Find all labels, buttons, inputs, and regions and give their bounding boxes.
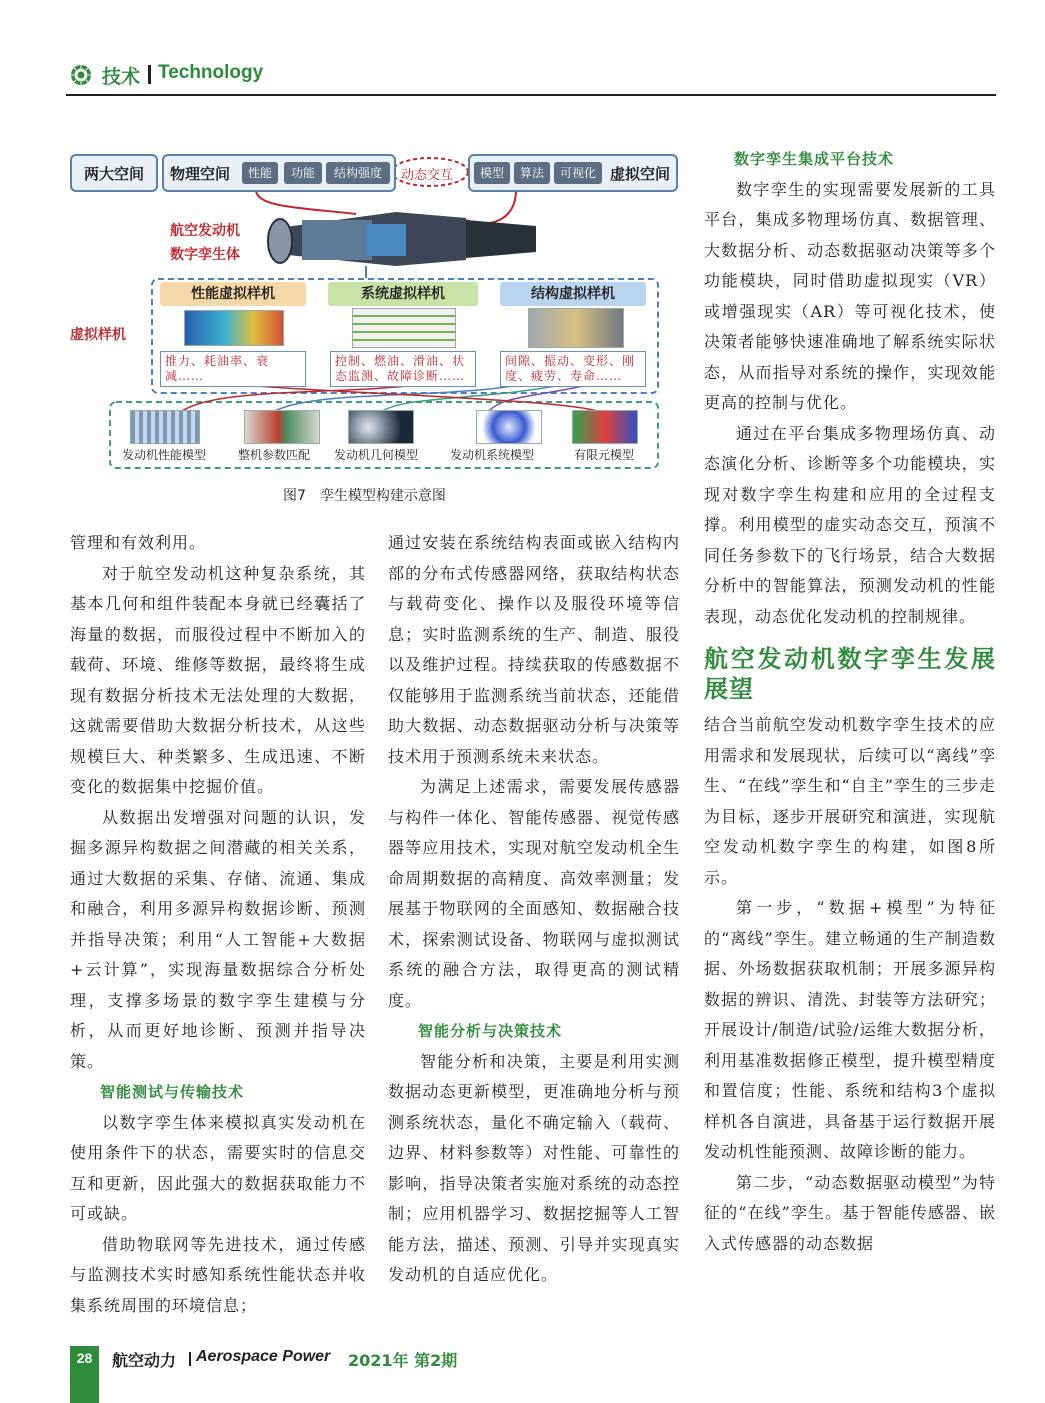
model-thumbnail-system bbox=[476, 410, 542, 444]
prototype-desc-performance: 推力、耗油率、衰减…… bbox=[160, 351, 306, 387]
prototype-desc-system: 控制、燃油、滑油、状态监测、故障诊断…… bbox=[330, 351, 476, 387]
paragraph: 从数据出发增强对问题的认识，发掘多源异构数据之间潜藏的相关关系，通过大数据的采集、存储、流通、集成和融合，利用多源异构数据诊断、预测并指导决策；利用“人工智能+大数据+云计算”，实现海量数据综合分析处理，支撑多场景的数字孪生建模与分析，从而更好地诊断、预测并指导决策。 bbox=[70, 807, 366, 1071]
page-number: 28 bbox=[76, 1350, 93, 1366]
text-column-1 bbox=[70, 528, 366, 1321]
paragraph: 管理和有效利用。 bbox=[70, 533, 207, 552]
model-label: 发动机性能模型 bbox=[122, 448, 207, 462]
paragraph: 结合当前航空发动机数字孪生技术的应用需求和发展现状，后续可以“离线”孪生、“在线”孪生和“自主”孪生的三步走为目标，逐步开展研究和演进，实现航空发动机数字孪生的构建，如图8所示。 bbox=[704, 715, 996, 887]
section-title-cn: 技术 bbox=[102, 66, 141, 88]
twin-label-line2: 数字孪生体 bbox=[170, 247, 240, 263]
model-label: 发动机几何模型 bbox=[334, 448, 419, 462]
dynamic-interaction-label: 动态交互 bbox=[401, 168, 454, 183]
twin-label-line1: 航空发动机 bbox=[170, 223, 240, 239]
virtual-space-label: 虚拟空间 bbox=[610, 165, 671, 183]
virtual-prototype-label: 虚拟样机 bbox=[70, 327, 126, 343]
prototype-title-performance: 性能虚拟样机 bbox=[160, 282, 306, 306]
paragraph: 通过安装在系统结构表面或嵌入结构内部的分布式传感器网络，获取结构状态与载荷变化、操作以及服役环境等信息；实时监测系统的生产、制造、服役以及维护过程。持续获取的传感数据不仅能够用于监测系统当前状态，还能借助大数据、动态数据驱动分析与决策等技术用于预测系统未来状态。 bbox=[388, 533, 680, 766]
paragraph: 对于航空发动机这种复杂系统，其基本几何和组件装配本身就已经囊括了海量的数据，而服役过程中不断加入的载荷、环境、维修等数据，最终将生成现有数据分析技术无法处理的大数据，这就需要借助大数据分析技术，从这些规模巨大、种类繁多、生成迅速、不断变化的数据集中挖掘价值。 bbox=[70, 563, 366, 796]
footer-divider bbox=[189, 1352, 191, 1366]
prototype-title-system: 系统虚拟样机 bbox=[328, 282, 478, 306]
model-thumbnail-matching bbox=[244, 410, 320, 444]
text-column-2 bbox=[388, 528, 680, 1291]
virtual-item: 可视化 bbox=[554, 162, 602, 184]
paragraph: 数字孪生的实现需要发展新的工具平台，集成多物理场仿真、数据管理、大数据分析、动态数据驱动决策等多个功能模块，同时借助虚拟现实（VR）或增强现实（AR）等可视化技术，使决策者能够快速准确地了解系统实际状态，从而指导对系统的操作，实现效能更高的控制与优化。 bbox=[704, 179, 996, 412]
paragraph: 为满足上述需求，需要发展传感器与构件一体化、智能传感器、视觉传感器等应用技术，实现对航空发动机全生命周期数据的高精度、高效率测量；发展基于物联网的全面感知、数据融合技术，探索测试设备、物联网与虚拟测试系统的融合方法，取得更高的测试精度。 bbox=[388, 777, 680, 1010]
structure-prototype-image bbox=[528, 308, 624, 348]
physical-item: 性能 bbox=[242, 162, 278, 184]
model-thumbnail-geometry bbox=[348, 410, 414, 444]
section-heading: 航空发动机数字孪生发展展望 bbox=[704, 645, 996, 703]
two-spaces-label: 两大空间 bbox=[84, 165, 145, 183]
journal-logo-icon bbox=[70, 64, 92, 86]
model-label: 有限元模型 bbox=[574, 448, 635, 462]
performance-prototype-image bbox=[184, 310, 284, 346]
figure-caption: 图7 孪生模型构建示意图 bbox=[283, 488, 446, 504]
text-column-3 bbox=[704, 144, 996, 1259]
subheading: 智能分析与决策技术 bbox=[418, 1022, 563, 1040]
journal-name-en: Aerospace Power bbox=[196, 1348, 331, 1365]
model-label: 整机参数匹配 bbox=[238, 448, 311, 462]
section-title-en: Technology bbox=[158, 62, 264, 83]
paragraph: 借助物联网等先进技术，通过传感与监测技术实时感知系统性能状态并收集系统周围的环境信息； bbox=[70, 1234, 366, 1315]
physical-space-label: 物理空间 bbox=[170, 165, 231, 183]
prototype-desc-structure: 间隙、振动、变形、刚度、疲劳、寿命…… bbox=[500, 351, 646, 387]
paragraph: 以数字孪生体来模拟真实发动机在使用条件下的状态，需要实时的信息交互和更新，因此强大的数据获取能力不可或缺。 bbox=[70, 1112, 366, 1223]
engine-illustration bbox=[268, 212, 536, 266]
header-divider bbox=[148, 65, 151, 84]
model-thumbnail-fem bbox=[572, 410, 638, 444]
subheading: 数字孪生集成平台技术 bbox=[734, 150, 895, 168]
model-thumbnail-performance bbox=[130, 410, 200, 444]
model-label: 发动机系统模型 bbox=[450, 448, 535, 462]
physical-item: 功能 bbox=[284, 162, 322, 184]
paragraph: 通过在平台集成多物理场仿真、动态演化分析、诊断等多个功能模块，实现对数字孪生构建和应用的全过程支撑。利用模型的虚实动态交互，预演不同任务参数下的飞行场景，结合大数据分析中的智能算法，预测发动机的性能表现，动态优化发动机的控制规律。 bbox=[704, 423, 996, 626]
header-rule bbox=[66, 94, 996, 96]
page-header bbox=[66, 58, 996, 98]
journal-name-cn: 航空动力 bbox=[112, 1351, 177, 1370]
virtual-item: 模型 bbox=[474, 162, 510, 184]
page-footer bbox=[70, 1346, 670, 1403]
physical-item: 结构强度 bbox=[326, 162, 390, 184]
system-prototype-image bbox=[352, 308, 456, 348]
paragraph: 第二步，“动态数据驱动模型”为特征的“在线”孪生。基于智能传感器、嵌入式传感器的动态数据 bbox=[704, 1172, 996, 1253]
subheading: 智能测试与传输技术 bbox=[100, 1083, 245, 1101]
issue-label: 2021年 第2期 bbox=[348, 1351, 458, 1370]
paragraph: 第一步，“数据+模型”为特征的“离线”孪生。建立畅通的生产制造数据、外场数据获取机制；开展多源异构数据的辨识、清洗、封装等方法研究；开展设计/制造/试验/运维大数据分析，利用基准数据修正模型，提升模型精度和置信度；性能、系统和结构3个虚拟样机各自演进，具备基于运行数据开展发动机性能预测、故障诊断的能力。 bbox=[704, 898, 996, 1161]
paragraph: 智能分析和决策，主要是利用实测数据动态更新模型，更准确地分析与预测系统状态，量化不确定输入（载荷、边界、材料参数等）对性能、可靠性的影响，指导决策者实施对系统的动态控制；应用机器学习、数据挖掘等人工智能方法，描述、预测、引导并实现真实发动机的自适应优化。 bbox=[388, 1051, 680, 1284]
figure-twin-model bbox=[66, 148, 686, 478]
virtual-item: 算法 bbox=[514, 162, 550, 184]
prototype-title-structure: 结构虚拟样机 bbox=[500, 282, 646, 306]
